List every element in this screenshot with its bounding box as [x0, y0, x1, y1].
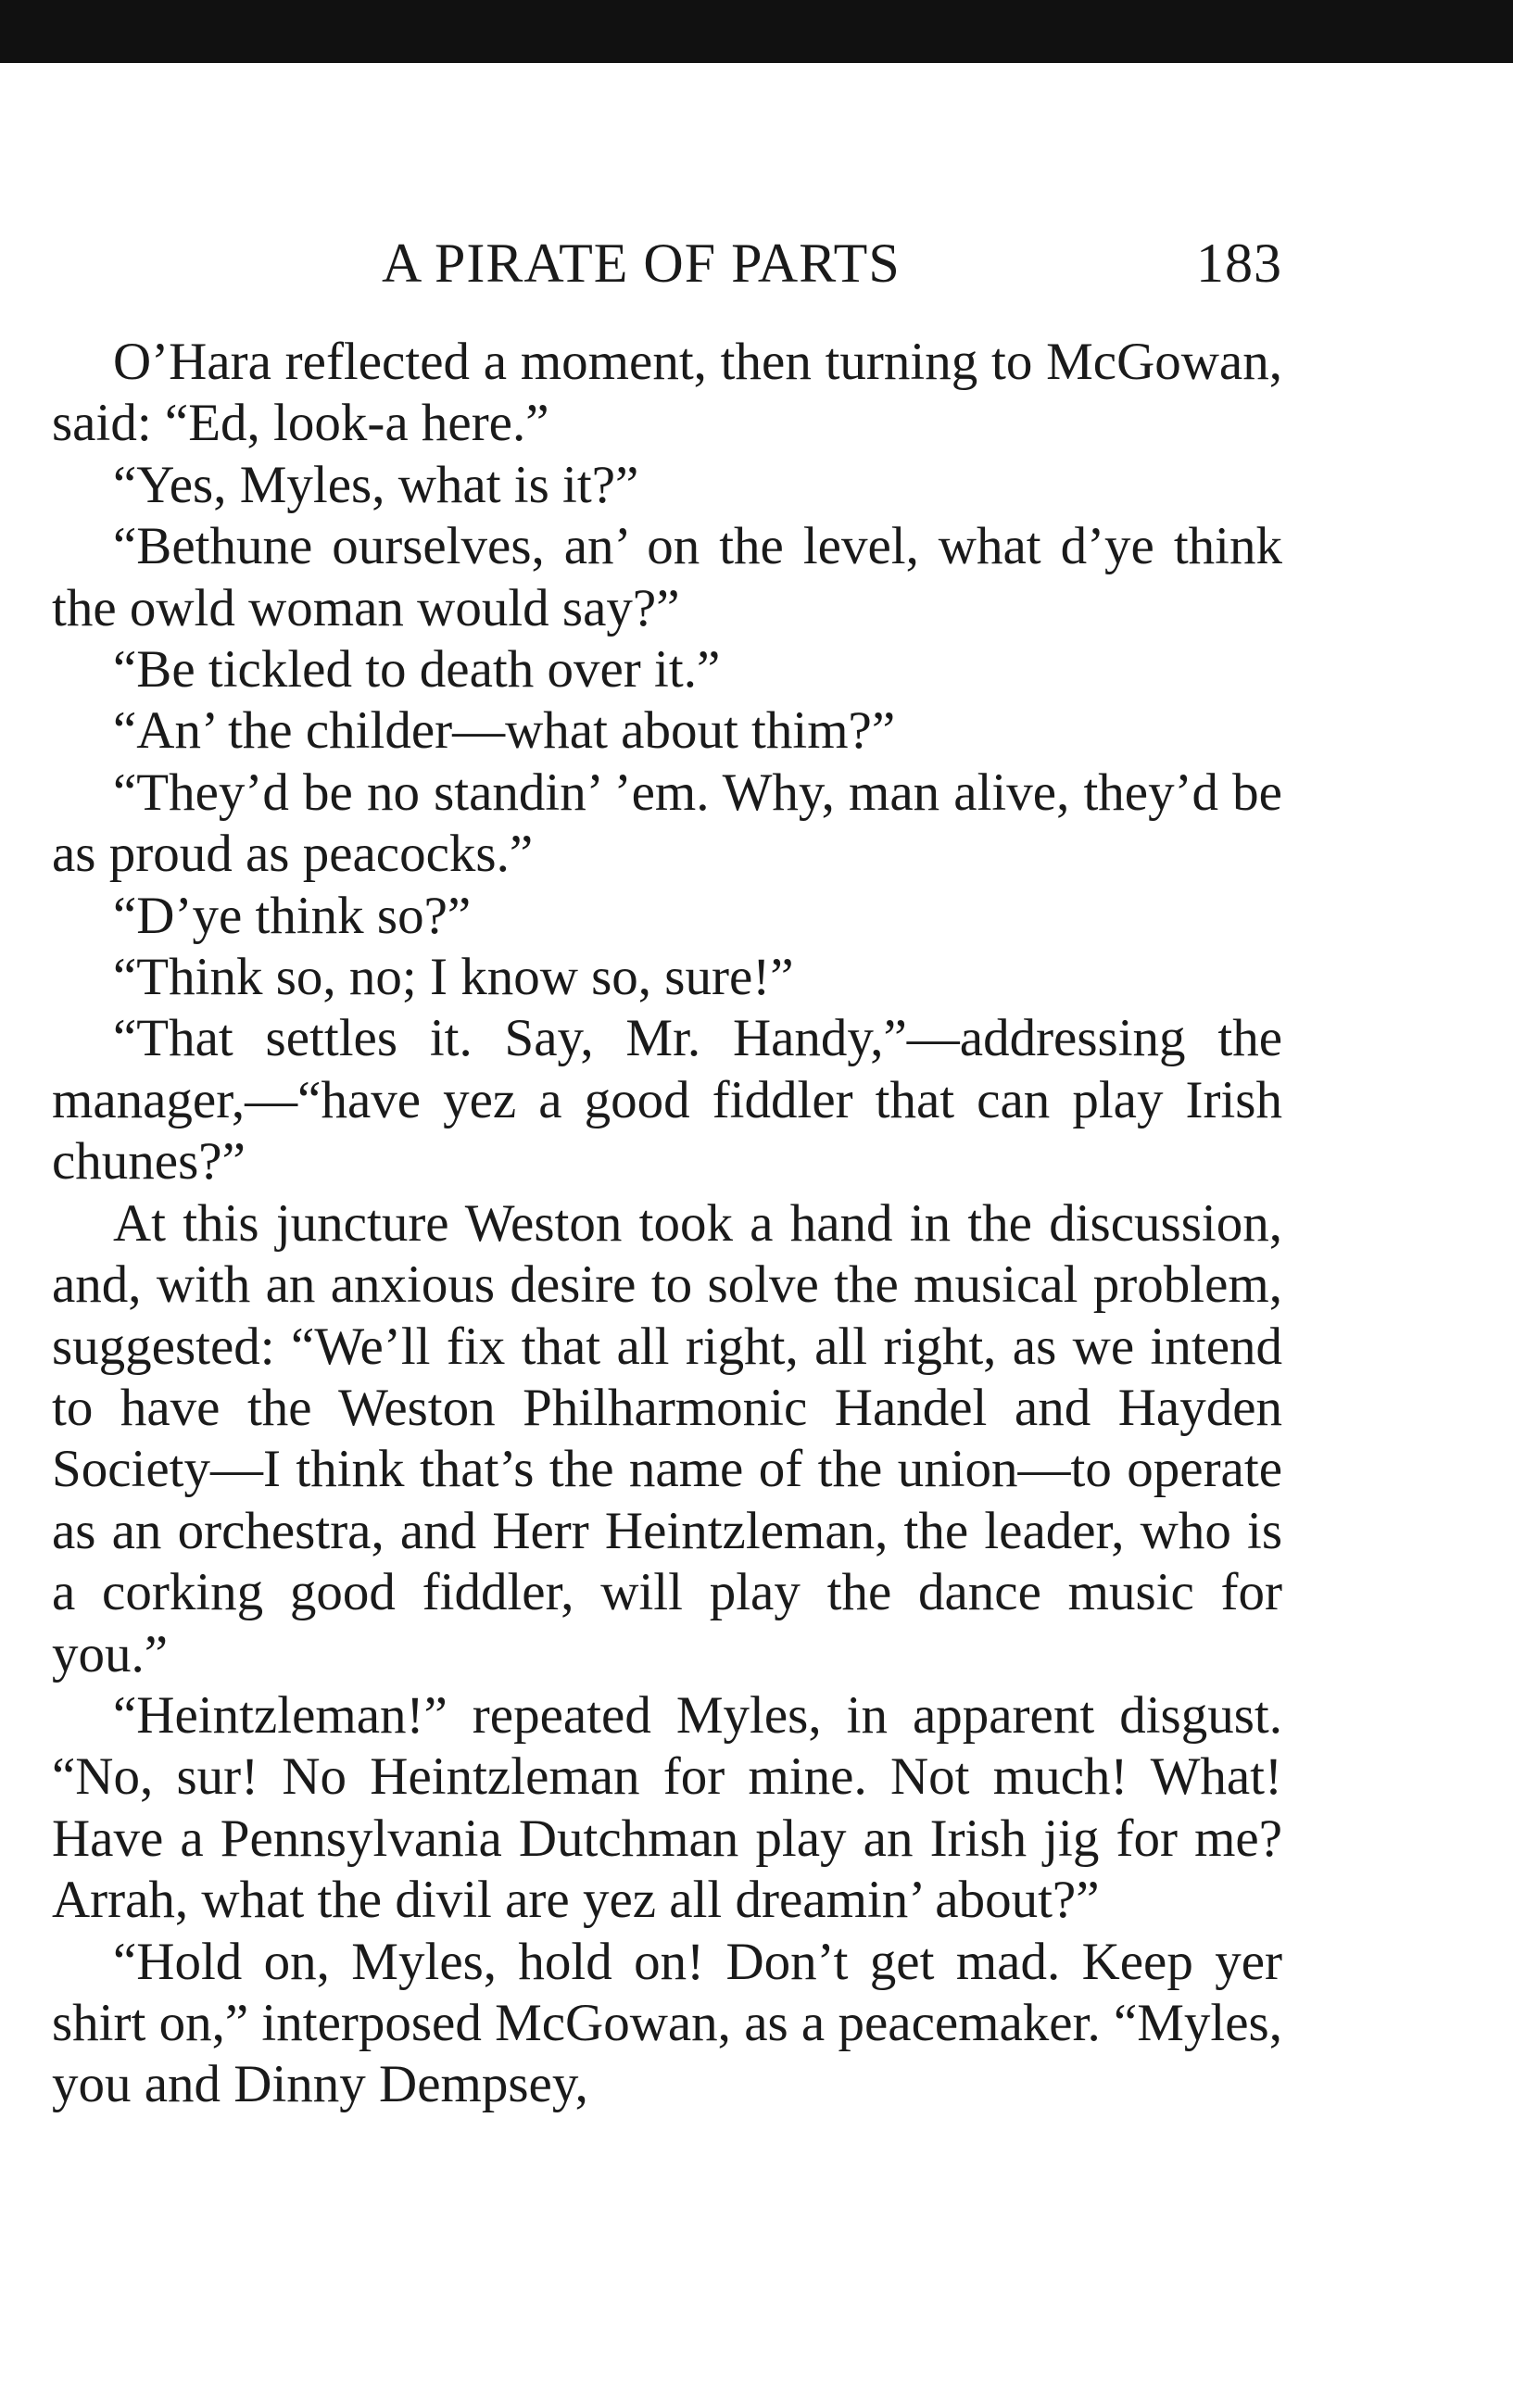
- paragraph: “Be tickled to death over it.”: [113, 640, 721, 700]
- page-text: [52, 332, 1282, 2116]
- running-title: A PIRATE OF PARTS: [382, 233, 901, 294]
- paragraph: “Bethune ourselves, an’ on the level, what d’ye think the owld woman would say?”: [52, 517, 1282, 637]
- paragraph: “D’ye think so?”: [113, 886, 472, 945]
- book-page: [52, 232, 1282, 2116]
- page-number: 183: [1196, 233, 1282, 294]
- paragraph: At this juncture Weston took a hand in the discussion, and, with an anxious desire to solve the musical problem, suggested: “We’ll fix that all right, all right, as we intend to have the Weston Philharmonic Handel and Hayden Society—I think that’s the name of the union—to operate as an orchestra, and Herr Heintzleman, the leader, who is a corking good fiddler, will play the dance music for you.”: [52, 1193, 1282, 1683]
- paragraph: “Think so, no; I know so, sure!”: [113, 948, 794, 1007]
- scan-top-edge: [0, 0, 1513, 63]
- running-head: [52, 232, 1282, 315]
- paragraph: “That settles it. Say, Mr. Handy,”—addressing the manager,—“have yez a good fiddler that can play Irish chunes?”: [52, 1009, 1282, 1191]
- paragraph: “An’ the childer—what about thim?”: [113, 701, 896, 761]
- paragraph: “Yes, Myles, what is it?”: [113, 455, 639, 514]
- paragraph: O’Hara reflected a moment, then turning to McGowan, said: “Ed, look-a here.”: [52, 333, 1282, 453]
- paragraph: “They’d be no standin’ ’em. Why, man alive, they’d be as proud as peacocks.”: [52, 763, 1282, 884]
- paragraph: “Hold on, Myles, hold on! Don’t get mad. Keep yer shirt on,” interposed McGowan, as a peacemaker. “Myles, you and Dinny Dempsey,: [52, 1932, 1282, 2114]
- paragraph: “Heintzleman!” repeated Myles, in apparent disgust. “No, sur! No Heintzleman for mine. Not much! What! Have a Pennsylvania Dutchman play an Irish jig for me? Arrah, what the divil are yez all dreamin’ about?”: [52, 1685, 1282, 1930]
